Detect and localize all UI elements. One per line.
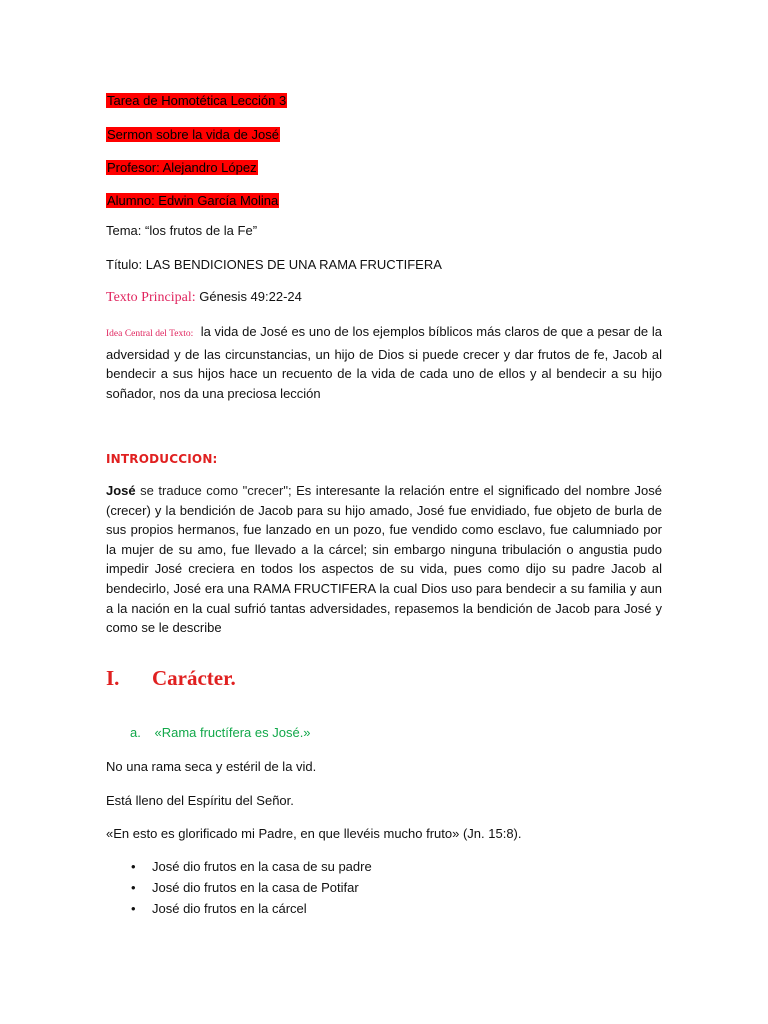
list-item	[106, 856, 372, 877]
idea-central-paragraph	[106, 322, 662, 403]
introduccion-paragraph	[106, 481, 662, 638]
list-item-text: José dio frutos en la casa de Potifar	[152, 880, 359, 895]
list-item-text: José dio frutos en la cárcel	[152, 901, 307, 916]
texto-principal-line	[106, 288, 302, 307]
list-item-text: José dio frutos en la casa de su padre	[152, 859, 372, 874]
bullet-icon: •	[131, 901, 136, 916]
list-item	[106, 898, 372, 919]
introduccion-lead-plain: se traduce como "crecer";	[140, 483, 292, 498]
paragraph-cita	[106, 825, 522, 843]
subsection-letter: a.	[130, 725, 141, 740]
bullet-icon: •	[131, 859, 136, 874]
section-number: I.	[106, 666, 120, 690]
introduccion-title: INTRODUCCION:	[106, 452, 218, 466]
paragraph-text: No una rama seca y estéril de la vid.	[106, 759, 317, 774]
highlighted-text: Profesor: Alejandro López	[107, 160, 257, 175]
bullet-icon: •	[131, 880, 136, 895]
introduccion-heading	[106, 450, 218, 468]
texto-principal-label: Texto Principal:	[106, 290, 196, 305]
idea-central-text: la vida de José es uno de los ejemplos bíblicos más claros de que a pesar de la adversidad y de las circunstancias, un hijo de Dios si puede crecer y dar frutos de fe, Jacob al bendecir a sus hijos hace un recuento de la vida de cada uno de ellos y al bendecir a su hijo soñador, nos da una preciosa lección	[106, 324, 662, 401]
list-item	[106, 877, 372, 898]
titulo-label: Título:	[106, 257, 143, 272]
idea-central-label: Idea Central del Texto:	[106, 329, 194, 339]
paragraph-espiritu	[106, 792, 294, 810]
header-line-assignment	[106, 92, 287, 110]
paragraph-rama-seca	[106, 758, 316, 776]
bullet-list	[106, 856, 372, 919]
titulo-line	[106, 256, 442, 274]
subsection-title: «Rama fructífera es José.»	[154, 725, 311, 740]
texto-principal-value: Génesis 49:22-24	[199, 289, 302, 304]
tema-line	[106, 222, 257, 240]
paragraph-text: Está lleno del Espíritu del Señor.	[106, 793, 294, 808]
tema-value: “los frutos de la Fe”	[145, 223, 258, 238]
header-line-sermon	[106, 126, 280, 144]
titulo-value: LAS BENDICIONES DE UNA RAMA FRUCTIFERA	[145, 257, 442, 272]
highlighted-text: Sermon sobre la vida de José	[107, 127, 279, 142]
introduccion-text: Es interesante la relación entre el significado del nombre José (crecer) y la bendición de Jacob para su hijo amado, José fue envidiado, fue objeto de burla de sus propios hermanos, fue lanzado en un pozo, fue vendido como esclavo, fue calumniado por la mujer de su amo, fue llevado a la cárcel; sin embargo ninguna tribulación o angustia pudo impedir José creciera en todos los aspectos de su vida, pues como dijo su padre Jacob al bendecirlo, José era una RAMA FRUCTIFERA la cual Dios uso para bendecir a su familia y aun a la nación en la cual sufrió tantas adversidades, repasemos la bendición de Jacob para José y como se le describe	[106, 483, 662, 636]
header-line-student	[106, 192, 279, 210]
header-line-professor	[106, 159, 258, 177]
subsection-heading	[130, 724, 311, 742]
highlighted-text: Alumno: Edwin García Molina	[107, 193, 279, 208]
tema-label: Tema:	[106, 223, 142, 238]
paragraph-text: «En esto es glorificado mi Padre, en que llevéis mucho fruto» (Jn. 15:8).	[106, 826, 522, 841]
highlighted-text: Tarea de Homotética Lección 3	[107, 93, 287, 108]
introduccion-lead-bold: José	[106, 483, 136, 498]
section-heading	[106, 666, 236, 691]
section-title: Carácter.	[152, 666, 236, 690]
